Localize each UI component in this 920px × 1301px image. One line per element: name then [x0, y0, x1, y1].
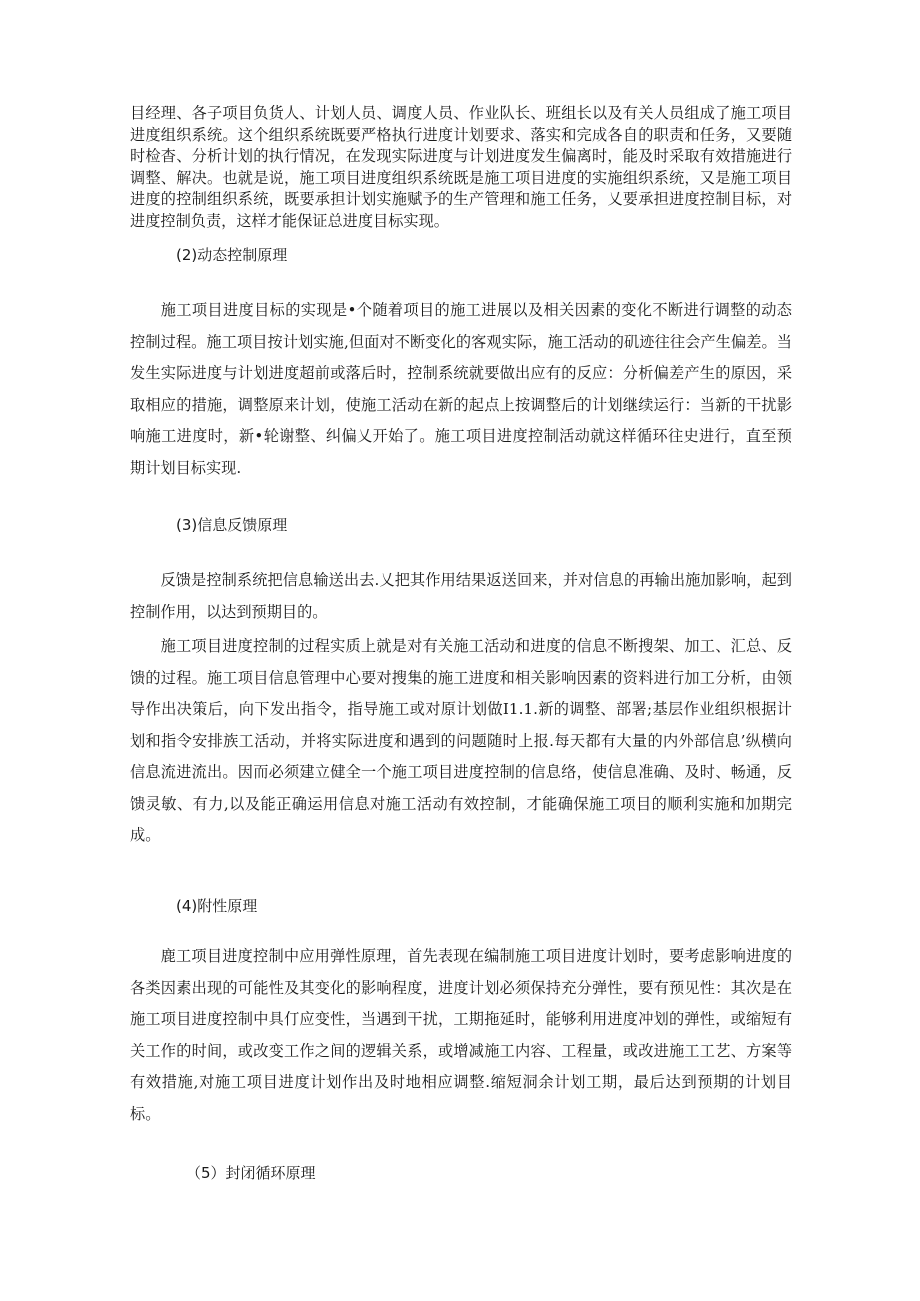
paragraph-dynamic-control — [130, 295, 792, 484]
paragraph-text: 鹿工项目进度控制中应用弹性原理，首先表现在编制施工项目进度计划时，要考虑影响进度的各类因素出现的可能性及其变化的影响程度，进度计划必须保持充分弹性，要有预见性：其次是在施工项目进度控制中具仃应变性，当遇到干扰，工期拖延时，能够利用进度冲划的弹性，或缩短有关工作的时间，或改变工作之间的逻辑关系，或增减施工内容、工程量，或改进施工工艺、方案等有效措施,对施工项目进度计划作出及时地相应调整.缩短洞余计划工期，最后达到预期的计划目标。 — [130, 947, 792, 1123]
paragraph-text: 目经理、各子项目负货人、计划人员、调度人员、作业队长、班组长以及有关人员组成了施工项目进度组织系统。这个组织系统既要严格执行进度计划要求、落实和完成各自的职责和任务，又要随时检杳、分析计划的执行情况，在发现实际进度与计划进度发生偏离时，能及时采取有效措施进行调整、解决。也就是说，施工项目进度组织系统既是施工项目进度的实施组织系统，又是施工项目进度的控制组织系统，既要承担计划实施赋予的生产管理和施工任务，乂要承担进度控制目标，对进度控制负责，这样才能保证总进度目标实现。 — [130, 104, 792, 230]
paragraph-feedback-definition — [130, 565, 792, 628]
paragraph-text: 反馈是控制系统把信息输送出去.乂把其作用结果返送回来，并对信息的再输出施加影响，起到控制作用，以达到预期目的。 — [130, 571, 792, 621]
paragraph-text: 施工项目进度目标的实现是•个随着项目的施工进展以及相关因素的变化不断进行调整的动态控制过程。施工项目按计划实施,但面对不断变化的客观实际，施工活动的矶迹往往会产生偏差。当发生实际进度与计划进度超前或落后时，控制系统就要做出应有的反应：分析偏差产生的原因，采取相应的措施，调整原来计划，使施工活动在新的起点上按调整后的计划继续运行：当新的干扰影响施工进度时，新•轮谢整、纠偏乂开始了。施工项目进度控制活动就这样循环往史进行，直至预期计划目标实现. — [130, 301, 792, 477]
heading-dynamic-control: (2)动态控制原理 — [176, 246, 288, 264]
paragraph-feedback-process — [130, 631, 792, 852]
paragraph-elasticity — [130, 941, 792, 1130]
heading-elasticity: (4)附性原理 — [176, 897, 258, 915]
heading-information-feedback: (3)信息反馈原理 — [176, 516, 288, 534]
paragraph-text: 施工项目进度控制的过程实质上就是对有关施工活动和进度的信息不断搜架、加工、汇总、反馈的过程。施工项目信息管理中心要对搜集的施工进度和相关影响因素的资料进行加工分析，由领导作出决策后，向下发出指令，指导施工或对原计划做I1.1.新的调整、部署;基层作业组织根据计划和指令安排族工活动，并将实际进度和遇到的问题随时上报.每天都有大量的内外部信息’纵横向信息流进流出。因而必须建立健全一个施工项目进度控制的信息络，使信息准确、及时、畅通，反馈灵敏、有力,以及能正确运用信息对施工活动有效控制，才能确保施工项目的顺利实施和加期完成。 — [130, 637, 792, 844]
paragraph-organization-system — [130, 103, 792, 232]
heading-closed-loop: （5）封闭循环原理 — [186, 1164, 316, 1182]
